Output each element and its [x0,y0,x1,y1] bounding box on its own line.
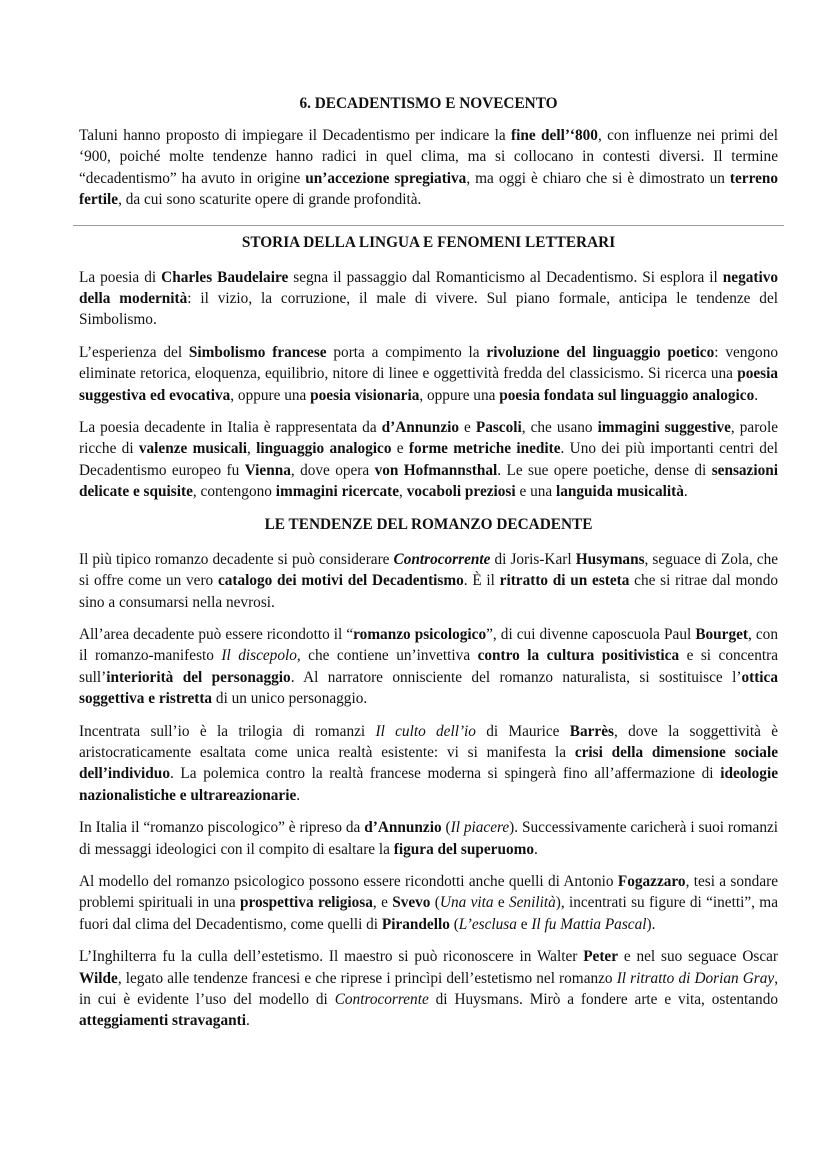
bold-text: Controcorrente [393,550,491,568]
paragraph-inghilterra [79,946,778,1032]
text-run: . Al narratore onnisciente del romanzo naturalista, si sostituisce l’ [290,668,742,686]
intro-paragraph [79,125,778,211]
text-run: . È il [463,572,500,590]
text-run: e nel suo seguace Oscar [618,948,778,966]
text-run: , dove la soggettività è aristocraticamente esaltata come unica realtà esistente: vi si manifesta la [79,722,778,761]
bold-text: Pascoli [475,419,522,437]
text-run: , e [372,894,393,912]
italic-text: Il piacere [450,819,510,837]
paragraph-barres [79,721,778,807]
paragraph-dannunzio [79,817,778,860]
text-run: ( [441,819,451,837]
text-run: ). Successivamente caricherà i suoi romanzi di messaggi ideologici con il compito di esaltare la [79,819,779,858]
bold-text: Wilde [79,969,118,987]
bold-text: negativo della modernità [79,268,779,308]
text-run: L’esperienza del [79,343,189,361]
bold-text: contro la cultura positivistica [477,647,680,665]
text-run: , legato alle tendenze francesi e che riprese i princìpi dell’estetismo nel romanzo [117,969,617,987]
text-run: : vengono eliminate retorica, eloquenza, equilibrio, nitore di linee e oggettività fredda del classicismo. Si ricerca una [79,343,778,383]
bold-text: ritratto di un esteta [499,572,630,590]
text-run: di Huysmans. Mirò a fondere arte e vita, ostentando [428,991,778,1008]
paragraph-poesia-italia [79,417,778,503]
text-run: e [516,915,532,933]
text-run: , parole ricche di [79,419,778,458]
bold-text: un’accezione spregiativa [305,169,467,187]
bold-text: prospettiva religiosa [239,894,373,912]
text-run: ), incentrati su figure di “inetti”, ma fuori dal clima del Decadentismo, come quelli di [79,894,778,933]
text-run: e una [515,483,556,501]
text-run: , in cui è evidente l’uso del modello di [79,969,779,1008]
bold-text: Husymans [575,550,645,568]
bold-text: Charles Baudelaire [161,268,289,286]
text-run: . Le sue opere poetiche, dense di [497,461,712,479]
bold-text: d’Annunzio [381,419,460,437]
text-run: L’Inghilterra fu la culla dell’estetismo. Il maestro si può riconoscere in Walter [79,948,584,966]
bold-text: figura del superuomo [393,840,535,858]
text-run: che si ritrae dal mondo sino a consumarsi nella nevrosi. [79,572,778,611]
text-run: : il vizio, la corruzione, il male di vivere. Sul piano formale, anticipa le tendenze del Simbolismo. [79,290,778,329]
bold-text: sensazioni delicate e squisite [79,461,778,501]
text-run: . [754,386,759,404]
italic-text: Il fu Mattia Pascal [531,915,647,933]
text-run: Incentrata sull’io è la trilogia di romanzi [79,722,376,740]
bold-text: Pirandello [381,915,450,933]
text-run: . Uno dei più importanti centri del Decadentismo europeo fu [79,440,778,479]
bold-text: atteggiamenti stravaganti [79,1012,246,1030]
text-run: di Joris-Karl [490,550,576,568]
text-run: e si concentra sull’ [79,647,778,686]
bold-text: immagini suggestive [597,419,731,437]
bold-text: Svevo [392,894,431,912]
bold-text: Vienna [244,461,291,479]
text-run: , oppure una [419,386,500,404]
text-run: . [534,840,538,858]
italic-text: L’esclusa [458,915,517,933]
text-run: Al modello del romanzo psicologico possono essere ricondotti anche quelli di Antonio [79,872,618,890]
text-run: , contengono [192,483,276,501]
paragraph-simbolismo [79,342,778,406]
bold-text: rivoluzione del linguaggio poetico [486,343,715,361]
bold-text: valenze musicali [138,440,247,458]
bold-text: poesia suggestiva ed evocativa [79,365,778,404]
text-run: All’area decadente può essere ricondotto il “ [79,625,354,643]
bold-text: romanzo psicologico [353,625,487,643]
bold-text: immagini ricercate [275,483,400,501]
text-run: , da cui sono scaturite opere di grande profondità. [118,191,422,209]
text-run: di Maurice [475,722,570,740]
bold-text: Bourget [695,625,748,643]
bold-text: interiorità del personaggio [106,668,291,686]
text-run: , con influenze nei primi del ‘900, poiché molte tendenze hanno radici in quel clima, ma si collocano in contesti diversi. Il termine “decadentismo” ha avuto in origine [79,127,778,187]
text-run: , tesi a sondare problemi spirituali in una [79,872,778,912]
text-run: ”, di cui divenne caposcuola Paul [486,625,696,643]
text-run: porta a compimento la [326,343,487,361]
document-page [79,93,778,1043]
text-run: segna il passaggio dal Romanticismo al Decadentismo. Si esplora il [288,268,723,286]
paragraph-husymans [79,549,778,613]
bold-text: d’Annunzio [364,819,442,837]
bold-text: poesia visionaria [310,386,420,404]
page-title: 6. DECADENTISMO E NOVECENTO [299,95,558,112]
italic-text: Senilità [508,894,556,912]
text-run: La poesia decadente in Italia è rappresentata da [79,419,382,437]
italic-text: Il discepolo [221,647,297,665]
section-heading-lingua: STORIA DELLA LINGUA E FENOMENI LETTERARI [241,233,616,251]
text-run: ( [449,915,459,933]
bold-text: forme metriche inedite [408,440,561,458]
paragraph-baudelaire [79,267,778,331]
text-run: , ma oggi è chiaro che si è dimostrato un [466,169,730,187]
bold-text: crisi della dimensione sociale dell’individuo [79,743,778,783]
bold-text: Simbolismo francese [188,343,327,361]
text-run: , dove opera [290,461,375,479]
bold-text: ideologie nazionalistiche e ultrareazionarie [79,765,778,804]
text-run: , che usano [521,419,598,437]
bold-text: linguaggio analogico [256,440,392,458]
text-run: , [247,440,257,458]
bold-text: Fogazzaro [617,872,686,890]
italic-text: Una vita [439,894,494,912]
text-run: . [296,786,301,804]
text-run: . La polemica contro la realtà francese moderna si spingerà fino all’affermazione di [169,765,721,783]
text-run: e [391,440,409,458]
bold-text: ottica soggettiva e ristretta [79,668,778,708]
text-run: In Italia il “romanzo piscologico” è ripreso da [79,819,365,837]
text-run: La poesia di [79,268,162,286]
italic-text: Il ritratto di Dorian Gray [616,969,775,987]
text-run: e [459,419,476,437]
paragraph-romanzo-psicologico [79,624,778,710]
bold-text: languida musicalità [555,483,684,501]
bold-text: von Hofmannsthal [374,461,498,479]
text-run: e [493,894,509,912]
section-divider [73,225,784,226]
text-run: Taluni hanno proposto di impiegare il Decadentismo per indicare la [79,127,512,144]
text-run: . [245,1012,250,1030]
bold-text: Barrès [569,722,614,740]
text-run: ). [646,915,656,933]
text-run: , seguace di Zola, che si offre come un vero [79,550,779,590]
bold-text: vocaboli preziosi [406,483,516,501]
bold-text: fine dell’‘800 [511,127,598,144]
bold-text: poesia fondata sul linguaggio analogico [499,386,755,404]
paragraph-fogazzaro-svevo [79,871,778,935]
section-heading-romanzo: LE TENDENZE DEL ROMANZO DECADENTE [264,515,593,533]
bold-text: terreno fertile [79,169,779,209]
text-run: , [399,483,407,501]
text-run: di un unico personaggio. [212,690,368,708]
text-run: , con il romanzo-manifesto [79,625,778,665]
text-run: ( [430,894,440,912]
bold-text: Peter [583,948,618,966]
italic-text: Controcorrente [334,991,429,1008]
text-run: , che contiene un’invettiva [296,647,478,665]
text-run: Il più tipico romanzo decadente si può considerare [79,550,394,568]
italic-text: Il culto dell’io [375,722,476,740]
bold-text: catalogo dei motivi del Decadentismo [217,572,464,590]
text-run: . [683,483,688,501]
text-run: , oppure una [230,386,311,404]
